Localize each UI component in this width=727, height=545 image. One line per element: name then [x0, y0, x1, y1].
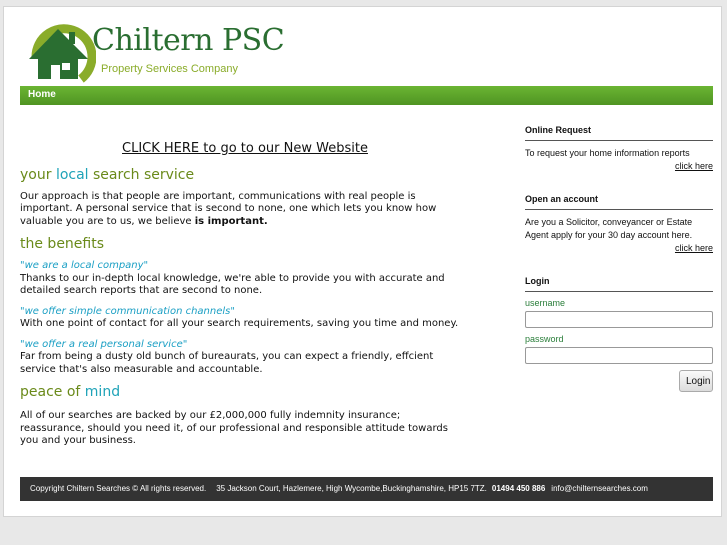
password-label: password	[525, 334, 564, 344]
heading-text: peace of	[20, 384, 85, 400]
login-button-row	[525, 370, 713, 396]
password-input[interactable]	[525, 347, 713, 364]
paragraph-text: Our approach is that people are important, communications with real people is important. A personal service that is second to none, one which lets you know how valuable you are to us, we believe	[20, 190, 437, 227]
username-input[interactable]	[525, 311, 713, 328]
online-request-link[interactable]: click here	[674, 161, 713, 171]
benefits-heading: the benefits	[20, 236, 105, 252]
footer-phone: 01494 450 886	[491, 484, 546, 493]
heading-text: your	[20, 166, 56, 183]
insurance-paragraph: All of our searches are backed by our £2,000,000 fully indemnity insurance; reassurance, should you need it, of our professional and responsible attitude towards you and your business.	[20, 410, 448, 446]
benefit-quote: "we offer simple communication channels"	[20, 305, 235, 317]
username-label: username	[525, 298, 566, 308]
approach-paragraph	[20, 191, 465, 229]
sidebar	[525, 125, 713, 396]
brand-name: Chiltern PSC	[92, 23, 285, 58]
footer-copyright: Copyright Chiltern Searches © All rights reserved.	[30, 484, 207, 493]
benefit-text: Thanks to our in-depth local knowledge, we're able to provide you with accurate and detailed search reports that are second to none.	[20, 272, 445, 296]
benefit-item	[20, 306, 465, 331]
nav-home-link[interactable]: Home	[28, 89, 56, 100]
footer	[20, 477, 713, 501]
footer-email[interactable]: info@chilternsearches.com	[551, 484, 648, 493]
peace-of-mind-heading	[20, 384, 465, 400]
heading-accent: local	[55, 166, 89, 183]
benefit-quote: "we offer a real personal service"	[20, 338, 188, 350]
login-title: Login	[525, 276, 713, 292]
benefit-item	[20, 260, 465, 298]
footer-address: 35 Jackson Court, Hazlemere, High Wycombe,Buckinghamshire, HP15 7TZ.	[216, 484, 487, 493]
open-account-link[interactable]: click here	[674, 243, 713, 253]
online-request-title: Online Request	[525, 125, 713, 141]
online-request-text: To request your home information reports	[525, 148, 690, 158]
brand-tagline: Property Services Company	[101, 63, 238, 75]
new-website-link[interactable]: CLICK HERE to go to our New Website	[122, 141, 368, 156]
main-nav	[20, 86, 713, 105]
main-content	[20, 143, 465, 456]
house-logo-icon	[26, 19, 96, 89]
paragraph-bold: is important.	[194, 215, 268, 227]
open-account-text: Are you a Solicitor, conveyancer or Estate Agent apply for your 30 day account here.	[525, 217, 693, 240]
local-search-heading	[20, 167, 465, 183]
benefit-item	[20, 339, 465, 377]
logo[interactable]	[26, 19, 285, 89]
open-account-title: Open an account	[525, 194, 713, 210]
heading-accent: mind	[84, 384, 121, 400]
benefit-text: Far from being a dusty old bunch of bureaurats, you can expect a friendly, effcient service that's also measurable and accountable.	[20, 351, 434, 375]
login-button[interactable]: Login	[679, 370, 713, 392]
benefit-quote: "we are a local company"	[20, 260, 149, 271]
page-container	[3, 6, 722, 517]
benefit-text: With one point of contact for all your search requirements, saving you time and money.	[20, 318, 459, 329]
heading-text: search service	[88, 166, 195, 183]
